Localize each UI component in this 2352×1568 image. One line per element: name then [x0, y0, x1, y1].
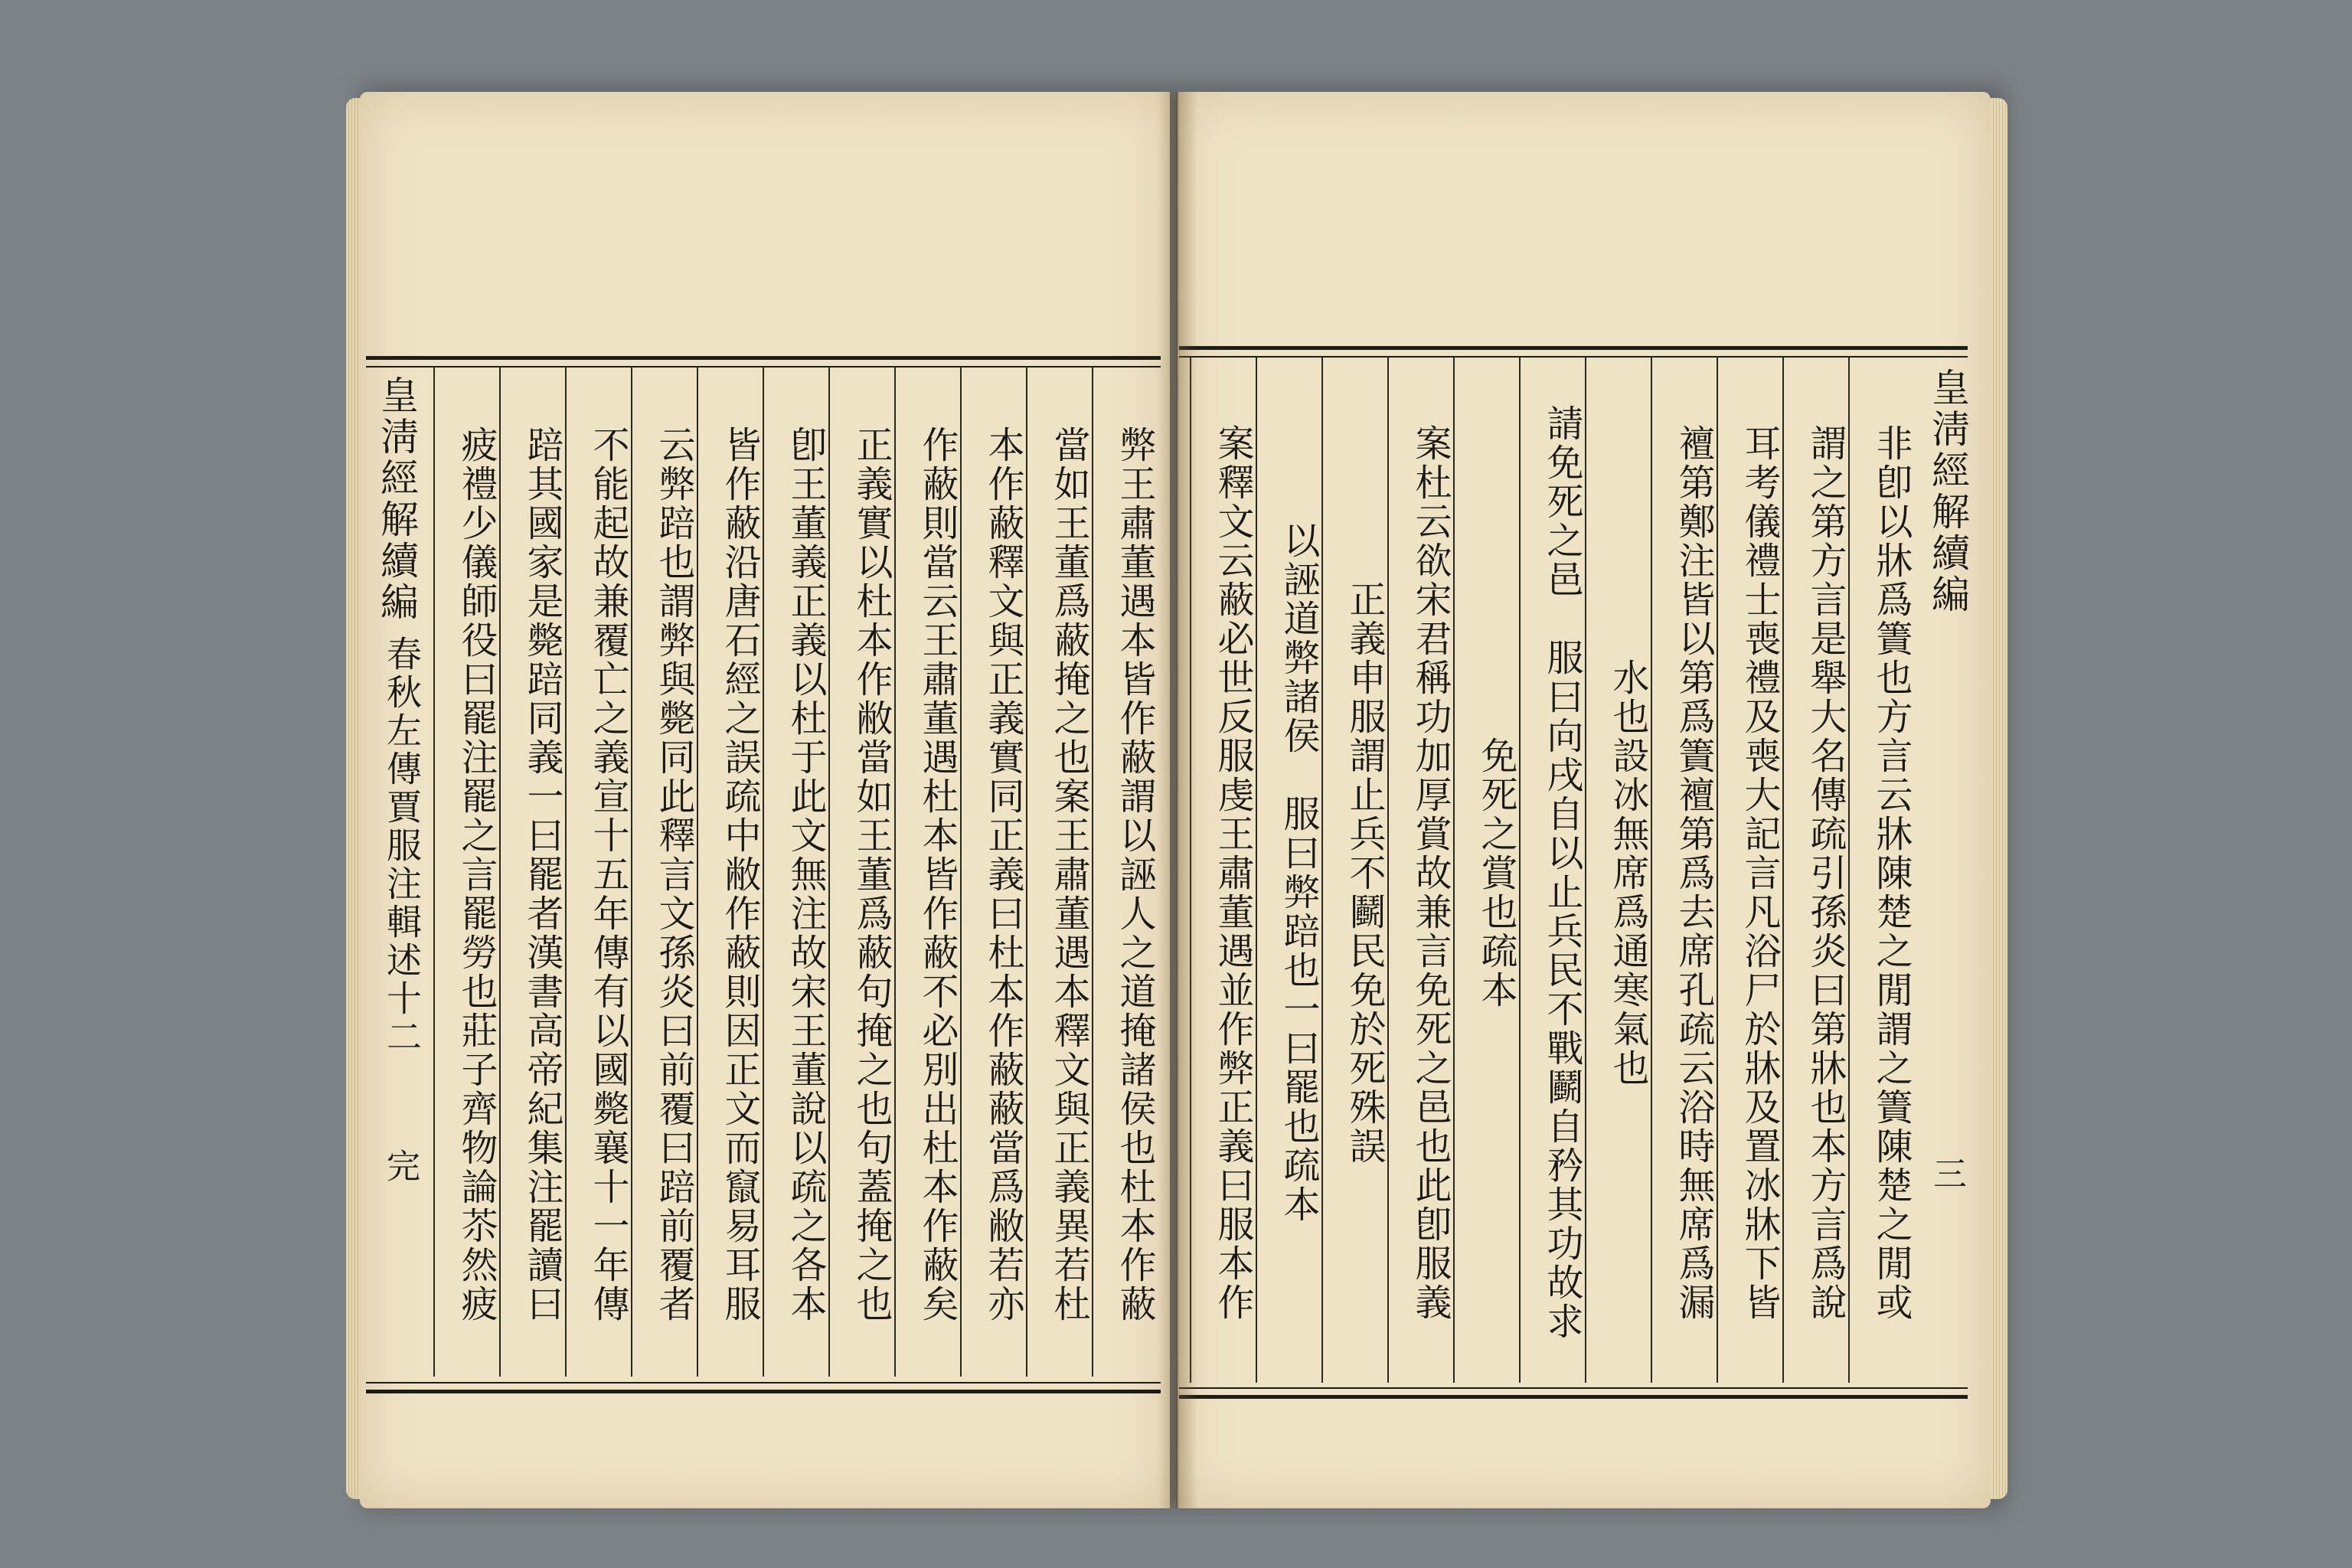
column-text: 請免死之邑 服曰向戌自以止兵民不戰鬬自矜其功故求: [1540, 404, 1583, 1341]
text-column: [1026, 366, 1093, 1377]
text-column: [1256, 357, 1323, 1383]
text-column: [1717, 357, 1784, 1383]
text-column: [499, 366, 567, 1377]
column-text: 當如王董爲蔽掩之也案王肅董遇本釋文與正義異若杜: [1047, 425, 1090, 1324]
column-text: 弊王肅董遇本皆作蔽謂以誣人之道掩諸侯也杜本作蔽: [1113, 425, 1156, 1324]
text-column: [1453, 357, 1521, 1383]
text-column: [565, 366, 632, 1377]
left-banxin-subtitle: 春秋左傳賈服注輯述十二: [381, 635, 423, 1057]
column-text: 耳考儀禮士喪禮及喪大記言凡浴尸於牀及置冰牀下皆: [1738, 423, 1781, 1322]
text-column: [1092, 366, 1159, 1377]
column-text: 皆作蔽沿唐石經之誤疏中敝作蔽則因正文而竄易耳服: [718, 425, 761, 1324]
left-banxin-page: 完: [381, 1148, 420, 1182]
column-text: 案釋文云蔽必世反服虔王肅董遇並作弊正義曰服本作: [1211, 423, 1254, 1322]
column-text: 謂之第方言是舉大名傳疏引孫炎曰第牀也本方言爲說: [1804, 423, 1847, 1322]
text-column: [433, 366, 501, 1377]
text-column: [960, 366, 1027, 1377]
text-column: [631, 366, 698, 1377]
text-column: [894, 366, 962, 1377]
column-text: 不能起故兼覆亡之義宣十五年傳有以國斃襄十一年傳: [586, 425, 629, 1324]
text-column: [763, 366, 830, 1377]
frame-inner-line: [366, 1382, 1161, 1383]
text-column: [1651, 357, 1718, 1383]
column-text: 作蔽則當云王肅董遇杜本皆作蔽不必別出杜本作蔽矣: [916, 425, 959, 1324]
text-column: [1519, 357, 1586, 1383]
column-text: 正義實以杜本作敝當如王董爲蔽句掩之也句蓋掩之也: [850, 425, 893, 1324]
frame-inner-line: [1179, 1387, 1968, 1389]
right-banxin-page: 三: [1927, 1156, 1966, 1190]
column-text: 襢第鄭注皆以第爲簀襢第爲去席孔疏云浴時無席爲漏: [1672, 423, 1715, 1322]
text-column: [828, 366, 896, 1377]
text-column: [1321, 357, 1389, 1383]
column-text: 非卽以牀爲簀也方言云牀陳楚之閒謂之簀陳楚之閒或: [1870, 423, 1913, 1322]
text-column: [1585, 357, 1652, 1383]
column-text: 正義申服謂止兵不鬬民免於死殊誤: [1343, 580, 1386, 1166]
column-text: 水也設冰無席爲通寒氣也: [1606, 658, 1649, 1088]
column-text: 疲禮少儀師役曰罷注罷之言罷勞也莊子齊物論苶然疲: [455, 425, 498, 1324]
column-text: 云弊踣也謂弊與斃同此釋言文孫炎曰前覆曰踣前覆者: [652, 425, 695, 1324]
column-text: 以誣道弊諸侯 服曰弊踣也一曰罷也疏本: [1277, 521, 1320, 1224]
right-banxin-title: 皇淸經解續編: [1926, 368, 1970, 616]
column-text: 免死之賞也疏本: [1475, 736, 1517, 1010]
column-text: 案杜云欲宋君稱功加厚賞故兼言免死之邑也此卽服義: [1409, 423, 1452, 1322]
left-banxin-title: 皇淸經解續編: [374, 375, 419, 623]
text-column: [1190, 357, 1257, 1383]
text-column: [1782, 357, 1850, 1383]
column-text: 踣其國家是斃踣同義一曰罷者漢書高帝紀集注罷讀曰: [521, 425, 564, 1324]
text-column: [1387, 357, 1455, 1383]
text-column: [697, 366, 764, 1377]
text-column: [1848, 357, 1916, 1383]
column-text: 卽王董義正義以杜于此文無注故宋王董說以疏之各本: [784, 425, 827, 1324]
book-gutter: [1158, 92, 1197, 1508]
column-text: 本作蔽釋文與正義實同正義曰杜本作蔽蔽當爲敝若亦: [982, 425, 1024, 1324]
